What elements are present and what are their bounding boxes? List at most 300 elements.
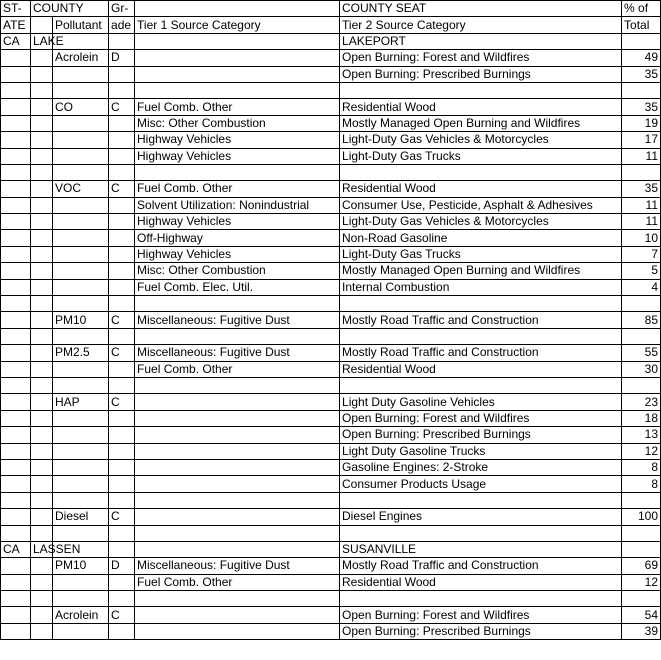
pollutant-cell xyxy=(53,459,109,475)
percent-cell: 49 xyxy=(622,50,661,66)
percent-cell xyxy=(622,525,661,541)
tier1-cell xyxy=(135,328,340,344)
county-cell xyxy=(31,558,53,574)
grade-cell: C xyxy=(109,345,135,361)
tier2-cell xyxy=(340,328,622,344)
state-cell xyxy=(1,607,31,623)
state-cell: CA xyxy=(1,541,31,557)
pollutant-cell: Diesel xyxy=(53,509,109,525)
tier1-cell xyxy=(135,33,340,49)
county-cell xyxy=(31,459,53,475)
state-cell xyxy=(1,164,31,180)
tier1-cell xyxy=(135,394,340,410)
tier2-cell: Mostly Road Traffic and Construction xyxy=(340,312,622,328)
tier1-cell xyxy=(135,82,340,98)
tier1-cell: Fuel Comb. Other xyxy=(135,361,340,377)
table-row xyxy=(1,246,661,262)
county-cell xyxy=(31,296,53,312)
grade-cell xyxy=(109,148,135,164)
state-cell xyxy=(1,230,31,246)
table-row xyxy=(1,558,661,574)
table-row xyxy=(1,443,661,459)
percent-cell xyxy=(622,591,661,607)
header-row-2 xyxy=(1,17,661,33)
table-row xyxy=(1,410,661,426)
tier2-cell: Diesel Engines xyxy=(340,509,622,525)
percent-cell xyxy=(622,82,661,98)
table-row xyxy=(1,623,661,639)
tier2-cell: Mostly Road Traffic and Construction xyxy=(340,558,622,574)
pollutant-cell xyxy=(53,361,109,377)
pollutant-cell: HAP xyxy=(53,394,109,410)
header-cell: Tier 2 Source Category xyxy=(340,17,622,33)
tier2-cell xyxy=(340,525,622,541)
tier2-cell: Open Burning: Prescribed Burnings xyxy=(340,623,622,639)
tier1-cell xyxy=(135,377,340,393)
tier2-cell: Residential Wood xyxy=(340,361,622,377)
pollutant-cell xyxy=(53,591,109,607)
pollutant-cell xyxy=(53,214,109,230)
state-cell xyxy=(1,459,31,475)
state-cell xyxy=(1,50,31,66)
county-cell xyxy=(31,99,53,115)
tier2-cell: Light-Duty Gas Vehicles & Motorcycles xyxy=(340,214,622,230)
tier2-cell: Consumer Use, Pesticide, Asphalt & Adhesives xyxy=(340,197,622,213)
table-row xyxy=(1,181,661,197)
header-cell: COUNTY SEAT xyxy=(340,1,622,17)
percent-cell: 19 xyxy=(622,115,661,131)
state-cell xyxy=(1,476,31,492)
tier1-cell xyxy=(135,296,340,312)
tier2-cell: Light Duty Gasoline Vehicles xyxy=(340,394,622,410)
percent-cell xyxy=(622,33,661,49)
grade-cell xyxy=(109,214,135,230)
grade-cell xyxy=(109,591,135,607)
county-cell xyxy=(31,230,53,246)
grade-cell xyxy=(109,476,135,492)
state-cell xyxy=(1,328,31,344)
county-cell xyxy=(31,181,53,197)
tier1-cell xyxy=(135,623,340,639)
grade-cell: C xyxy=(109,607,135,623)
header-cell: COUNTY xyxy=(31,1,109,17)
percent-cell: 11 xyxy=(622,197,661,213)
table-row xyxy=(1,296,661,312)
tier2-cell: Mostly Road Traffic and Construction xyxy=(340,345,622,361)
table-row xyxy=(1,263,661,279)
tier1-cell: Fuel Comb. Elec. Util. xyxy=(135,279,340,295)
table-row xyxy=(1,574,661,590)
county-cell xyxy=(31,164,53,180)
header-cell: Total xyxy=(622,17,661,33)
pollutant-cell: Acrolein xyxy=(53,607,109,623)
grade-cell: D xyxy=(109,50,135,66)
county-cell xyxy=(31,623,53,639)
grade-cell xyxy=(109,230,135,246)
grade-cell xyxy=(109,443,135,459)
percent-cell: 8 xyxy=(622,476,661,492)
grade-cell xyxy=(109,263,135,279)
tier1-cell: Misc: Other Combustion xyxy=(135,263,340,279)
percent-cell xyxy=(622,492,661,508)
pollutant-cell: PM2.5 xyxy=(53,345,109,361)
percent-cell: 11 xyxy=(622,214,661,230)
county-cell: LASSEN xyxy=(31,541,53,557)
county-cell xyxy=(31,525,53,541)
county-cell: LAKE xyxy=(31,33,53,49)
tier1-cell: Fuel Comb. Other xyxy=(135,181,340,197)
pollutant-cell xyxy=(53,246,109,262)
percent-cell: 11 xyxy=(622,148,661,164)
county-cell xyxy=(31,591,53,607)
state-cell xyxy=(1,197,31,213)
county-cell xyxy=(31,361,53,377)
pollutant-cell: PM10 xyxy=(53,312,109,328)
state-cell xyxy=(1,574,31,590)
tier2-cell xyxy=(340,296,622,312)
percent-cell: 30 xyxy=(622,361,661,377)
table-row xyxy=(1,279,661,295)
pollutant-cell xyxy=(53,623,109,639)
table-row xyxy=(1,33,661,49)
pollutant-cell xyxy=(53,296,109,312)
state-cell xyxy=(1,115,31,131)
state-cell: CA xyxy=(1,33,31,49)
pollutant-cell xyxy=(53,132,109,148)
county-cell xyxy=(31,509,53,525)
table-row xyxy=(1,591,661,607)
tier2-cell: SUSANVILLE xyxy=(340,541,622,557)
tier1-cell xyxy=(135,607,340,623)
tier1-cell: Highway Vehicles xyxy=(135,214,340,230)
percent-cell xyxy=(622,164,661,180)
percent-cell: 5 xyxy=(622,263,661,279)
state-cell xyxy=(1,214,31,230)
header-cell: Pollutant xyxy=(53,17,109,33)
tier1-cell xyxy=(135,509,340,525)
county-cell xyxy=(31,377,53,393)
state-cell xyxy=(1,66,31,82)
state-cell xyxy=(1,377,31,393)
county-cell xyxy=(31,394,53,410)
grade-cell xyxy=(109,541,135,557)
tier2-cell: Residential Wood xyxy=(340,181,622,197)
county-cell xyxy=(31,443,53,459)
table-row xyxy=(1,50,661,66)
county-cell xyxy=(31,574,53,590)
grade-cell: D xyxy=(109,558,135,574)
tier2-cell: Residential Wood xyxy=(340,574,622,590)
tier1-cell xyxy=(135,164,340,180)
header-cell: ST- xyxy=(1,1,31,17)
tier1-cell xyxy=(135,492,340,508)
tier2-cell: Open Burning: Forest and Wildfires xyxy=(340,410,622,426)
percent-cell xyxy=(622,328,661,344)
pollutant-cell xyxy=(53,164,109,180)
tier2-cell: Light Duty Gasoline Trucks xyxy=(340,443,622,459)
county-cell xyxy=(31,312,53,328)
state-cell xyxy=(1,492,31,508)
header-cell: % of xyxy=(622,1,661,17)
table-row xyxy=(1,214,661,230)
tier1-cell xyxy=(135,427,340,443)
county-cell xyxy=(31,279,53,295)
grade-cell xyxy=(109,197,135,213)
tier1-cell xyxy=(135,410,340,426)
state-cell xyxy=(1,394,31,410)
table-row xyxy=(1,476,661,492)
grade-cell xyxy=(109,574,135,590)
percent-cell xyxy=(622,541,661,557)
pollutant-cell xyxy=(53,279,109,295)
tier2-cell: Non-Road Gasoline xyxy=(340,230,622,246)
grade-cell xyxy=(109,623,135,639)
table-row xyxy=(1,230,661,246)
county-cell xyxy=(31,246,53,262)
table-row xyxy=(1,328,661,344)
tier1-cell: Highway Vehicles xyxy=(135,246,340,262)
percent-cell: 8 xyxy=(622,459,661,475)
percent-cell: 18 xyxy=(622,410,661,426)
tier1-cell xyxy=(135,525,340,541)
grade-cell xyxy=(109,427,135,443)
grade-cell xyxy=(109,296,135,312)
county-cell xyxy=(31,132,53,148)
grade-cell xyxy=(109,246,135,262)
tier1-cell: Solvent Utilization: Nonindustrial xyxy=(135,197,340,213)
pollutant-cell xyxy=(53,410,109,426)
table-row xyxy=(1,427,661,443)
table-row xyxy=(1,312,661,328)
tier1-cell: Miscellaneous: Fugitive Dust xyxy=(135,312,340,328)
county-cell xyxy=(31,66,53,82)
percent-cell: 12 xyxy=(622,574,661,590)
tier1-cell: Miscellaneous: Fugitive Dust xyxy=(135,345,340,361)
percent-cell: 10 xyxy=(622,230,661,246)
tier2-cell: Light-Duty Gas Trucks xyxy=(340,148,622,164)
percent-cell: 35 xyxy=(622,181,661,197)
county-cell xyxy=(31,115,53,131)
grade-cell: C xyxy=(109,394,135,410)
table-row xyxy=(1,345,661,361)
state-cell xyxy=(1,312,31,328)
grade-cell xyxy=(109,132,135,148)
grade-cell xyxy=(109,459,135,475)
tier2-cell: Open Burning: Forest and Wildfires xyxy=(340,50,622,66)
county-cell xyxy=(31,410,53,426)
county-cell xyxy=(31,427,53,443)
header-cell: Tier 1 Source Category xyxy=(135,17,340,33)
tier2-cell xyxy=(340,591,622,607)
county-cell xyxy=(31,50,53,66)
percent-cell: 69 xyxy=(622,558,661,574)
tier1-cell xyxy=(135,66,340,82)
percent-cell: 23 xyxy=(622,394,661,410)
table-row xyxy=(1,82,661,98)
county-cell xyxy=(31,328,53,344)
state-cell xyxy=(1,591,31,607)
grade-cell xyxy=(109,33,135,49)
county-cell xyxy=(31,214,53,230)
state-cell xyxy=(1,246,31,262)
state-cell xyxy=(1,99,31,115)
percent-cell: 39 xyxy=(622,623,661,639)
tier1-cell xyxy=(135,541,340,557)
pollutant-cell xyxy=(53,377,109,393)
county-cell xyxy=(31,345,53,361)
pollutant-cell xyxy=(53,115,109,131)
grade-cell xyxy=(109,525,135,541)
state-cell xyxy=(1,148,31,164)
pollutant-cell xyxy=(53,525,109,541)
tier1-cell: Highway Vehicles xyxy=(135,132,340,148)
table-row xyxy=(1,361,661,377)
tier2-cell: Open Burning: Prescribed Burnings xyxy=(340,66,622,82)
pollutant-cell xyxy=(53,476,109,492)
pollutant-cell: CO xyxy=(53,99,109,115)
table-row xyxy=(1,394,661,410)
pollutant-cell: Acrolein xyxy=(53,50,109,66)
tier2-cell: Residential Wood xyxy=(340,99,622,115)
state-cell xyxy=(1,410,31,426)
table-row xyxy=(1,115,661,131)
pollutant-cell: VOC xyxy=(53,181,109,197)
percent-cell xyxy=(622,377,661,393)
pollutant-cell xyxy=(53,230,109,246)
grade-cell xyxy=(109,279,135,295)
header-cell xyxy=(135,1,340,17)
pollutant-cell xyxy=(53,197,109,213)
header-cell: Gr- xyxy=(109,1,135,17)
state-cell xyxy=(1,132,31,148)
percent-cell: 12 xyxy=(622,443,661,459)
table-row xyxy=(1,99,661,115)
grade-cell: C xyxy=(109,312,135,328)
tier1-cell xyxy=(135,443,340,459)
grade-cell xyxy=(109,410,135,426)
tier2-cell: Light-Duty Gas Trucks xyxy=(340,246,622,262)
tier1-cell: Off-Highway xyxy=(135,230,340,246)
grade-cell xyxy=(109,66,135,82)
tier2-cell: Mostly Managed Open Burning and Wildfires xyxy=(340,115,622,131)
header-row-1 xyxy=(1,1,661,17)
state-cell xyxy=(1,181,31,197)
percent-cell: 17 xyxy=(622,132,661,148)
county-cell xyxy=(31,82,53,98)
percent-cell: 100 xyxy=(622,509,661,525)
tier2-cell xyxy=(340,377,622,393)
tier1-cell: Miscellaneous: Fugitive Dust xyxy=(135,558,340,574)
grade-cell xyxy=(109,361,135,377)
table-row xyxy=(1,377,661,393)
tier1-cell: Fuel Comb. Other xyxy=(135,99,340,115)
table-row xyxy=(1,607,661,623)
grade-cell: C xyxy=(109,181,135,197)
pollutant-cell xyxy=(53,148,109,164)
table-row xyxy=(1,164,661,180)
header-cell: ATE xyxy=(1,17,31,33)
tier2-cell: Internal Combustion xyxy=(340,279,622,295)
pollutant-cell xyxy=(53,443,109,459)
tier2-cell xyxy=(340,82,622,98)
tier2-cell: Light-Duty Gas Vehicles & Motorcycles xyxy=(340,132,622,148)
percent-cell: 85 xyxy=(622,312,661,328)
table-row xyxy=(1,148,661,164)
tier2-cell: Consumer Products Usage xyxy=(340,476,622,492)
tier1-cell xyxy=(135,476,340,492)
state-cell xyxy=(1,525,31,541)
pollutant-cell xyxy=(53,427,109,443)
pollutant-cell: PM10 xyxy=(53,558,109,574)
state-cell xyxy=(1,263,31,279)
tier1-cell xyxy=(135,50,340,66)
percent-cell: 13 xyxy=(622,427,661,443)
tier2-cell: Open Burning: Prescribed Burnings xyxy=(340,427,622,443)
pollutant-cell xyxy=(53,263,109,279)
grade-cell xyxy=(109,164,135,180)
header-cell xyxy=(31,17,53,33)
table-row xyxy=(1,541,661,557)
table-row xyxy=(1,509,661,525)
tier2-cell: LAKEPORT xyxy=(340,33,622,49)
state-cell xyxy=(1,279,31,295)
state-cell xyxy=(1,427,31,443)
grade-cell xyxy=(109,82,135,98)
state-cell xyxy=(1,443,31,459)
state-cell xyxy=(1,623,31,639)
table-row xyxy=(1,525,661,541)
state-cell xyxy=(1,82,31,98)
state-cell xyxy=(1,509,31,525)
county-cell xyxy=(31,197,53,213)
grade-cell xyxy=(109,115,135,131)
pollutant-cell xyxy=(53,492,109,508)
pollutant-cell xyxy=(53,574,109,590)
tier1-cell: Fuel Comb. Other xyxy=(135,574,340,590)
percent-cell: 35 xyxy=(622,66,661,82)
pollutant-cell xyxy=(53,328,109,344)
percent-cell: 54 xyxy=(622,607,661,623)
state-cell xyxy=(1,296,31,312)
county-cell xyxy=(31,148,53,164)
state-cell xyxy=(1,345,31,361)
percent-cell: 7 xyxy=(622,246,661,262)
table-row xyxy=(1,492,661,508)
percent-cell: 4 xyxy=(622,279,661,295)
tier2-cell: Mostly Managed Open Burning and Wildfires xyxy=(340,263,622,279)
grade-cell xyxy=(109,377,135,393)
grade-cell xyxy=(109,492,135,508)
grade-cell: C xyxy=(109,99,135,115)
tier2-cell xyxy=(340,164,622,180)
percent-cell: 35 xyxy=(622,99,661,115)
tier1-cell xyxy=(135,459,340,475)
state-cell xyxy=(1,361,31,377)
grade-cell xyxy=(109,328,135,344)
county-cell xyxy=(31,476,53,492)
table-row xyxy=(1,66,661,82)
state-cell xyxy=(1,558,31,574)
table-row xyxy=(1,459,661,475)
header-cell: ade xyxy=(109,17,135,33)
table-row xyxy=(1,197,661,213)
tier2-cell: Open Burning: Forest and Wildfires xyxy=(340,607,622,623)
county-cell xyxy=(31,607,53,623)
pollutant-cell xyxy=(53,66,109,82)
tier2-cell: Gasoline Engines: 2-Stroke xyxy=(340,459,622,475)
county-cell xyxy=(31,263,53,279)
tier1-cell xyxy=(135,591,340,607)
